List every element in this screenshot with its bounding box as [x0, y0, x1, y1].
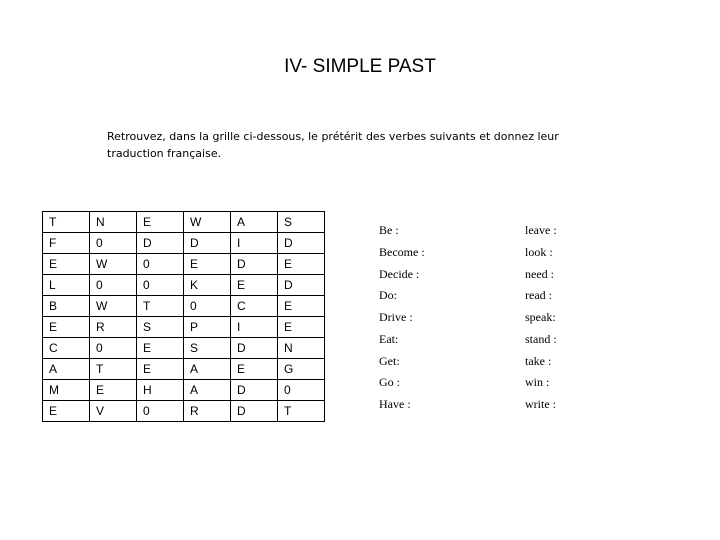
grid-cell: A — [231, 212, 278, 233]
grid-cell: N — [90, 212, 137, 233]
grid-cell: E — [137, 359, 184, 380]
grid-cell: E — [90, 380, 137, 401]
grid-cell: G — [278, 359, 325, 380]
grid-cell: D — [278, 275, 325, 296]
verb-item-left: Drive : — [379, 310, 413, 324]
grid-cell: E — [278, 317, 325, 338]
grid-cell: M — [43, 380, 90, 401]
grid-row — [43, 275, 325, 296]
grid-cell: V — [90, 401, 137, 422]
grid-cell: D — [231, 254, 278, 275]
instructions — [107, 128, 607, 162]
grid-cell: E — [231, 359, 278, 380]
grid-cell: T — [43, 212, 90, 233]
verb-item-left: Decide : — [379, 266, 420, 281]
grid-cell: E — [231, 275, 278, 296]
grid-cell: A — [184, 380, 231, 401]
instructions-line-2: traduction française. — [107, 147, 222, 160]
grid-cell: 0 — [137, 401, 184, 422]
grid-row — [43, 317, 325, 338]
verb-item-right: leave : — [525, 223, 557, 237]
grid-row — [43, 359, 325, 380]
grid-cell: D — [137, 233, 184, 254]
grid-cell: E — [278, 254, 325, 275]
grid-row — [43, 401, 325, 422]
grid-cell: S — [184, 338, 231, 359]
grid-cell: S — [278, 212, 325, 233]
grid-cell: W — [184, 212, 231, 233]
grid-row — [43, 233, 325, 254]
grid-cell: T — [278, 401, 325, 422]
grid-cell: 0 — [137, 254, 184, 275]
grid-row — [43, 296, 325, 317]
verb-item-left: Be : — [379, 223, 399, 237]
grid-cell: B — [43, 296, 90, 317]
verb-item-right: look : — [525, 244, 553, 259]
verb-item-right: write : — [525, 397, 556, 411]
verb-item-right: need : — [525, 266, 554, 281]
grid-cell: F — [43, 233, 90, 254]
grid-cell: D — [231, 401, 278, 422]
grid-row — [43, 338, 325, 359]
grid-cell: 0 — [90, 233, 137, 254]
verb-item-left: Get: — [379, 353, 400, 368]
verb-item-right: win : — [525, 375, 550, 390]
grid-cell: W — [90, 296, 137, 317]
verb-item-right: take : — [525, 353, 552, 368]
grid-cell: L — [43, 275, 90, 296]
grid-cell: A — [184, 359, 231, 380]
grid-cell: 0 — [90, 275, 137, 296]
grid-cell: D — [231, 380, 278, 401]
instructions-line-1: Retrouvez, dans la grille ci-dessous, le prétérit des verbes suivants et donnez leur — [107, 130, 559, 143]
page-title: IV- SIMPLE PAST — [284, 56, 436, 77]
verb-item-right: read : — [525, 288, 552, 303]
grid-cell: C — [231, 296, 278, 317]
grid-cell: D — [278, 233, 325, 254]
verb-item-right: speak: — [525, 310, 556, 324]
grid-cell: A — [43, 359, 90, 380]
grid-cell: H — [137, 380, 184, 401]
grid-cell: E — [43, 317, 90, 338]
grid-cell: N — [278, 338, 325, 359]
grid-cell: S — [137, 317, 184, 338]
verb-item-left: Eat: — [379, 331, 399, 346]
grid-row — [43, 254, 325, 275]
grid-cell: E — [137, 338, 184, 359]
grid-cell: R — [90, 317, 137, 338]
word-search-grid — [42, 211, 325, 422]
grid-cell: E — [43, 254, 90, 275]
grid-row — [43, 212, 325, 233]
grid-cell: I — [231, 233, 278, 254]
grid-cell: E — [43, 401, 90, 422]
verb-list-left — [379, 222, 425, 418]
grid-cell: E — [278, 296, 325, 317]
grid-cell: W — [90, 254, 137, 275]
grid-cell: T — [90, 359, 137, 380]
verb-item-left: Go : — [379, 375, 400, 390]
grid-cell: E — [137, 212, 184, 233]
grid-cell: 0 — [278, 380, 325, 401]
grid-cell: 0 — [137, 275, 184, 296]
grid-cell: 0 — [184, 296, 231, 317]
grid-cell: K — [184, 275, 231, 296]
grid-cell: D — [231, 338, 278, 359]
grid-cell: C — [43, 338, 90, 359]
grid-cell: R — [184, 401, 231, 422]
grid-cell: P — [184, 317, 231, 338]
grid-cell: I — [231, 317, 278, 338]
verb-item-left: Have : — [379, 397, 411, 411]
grid-row — [43, 380, 325, 401]
grid-cell: T — [137, 296, 184, 317]
verb-item-left: Become : — [379, 244, 425, 259]
verb-item-left: Do: — [379, 288, 397, 303]
verb-item-right: stand : — [525, 331, 557, 346]
grid-cell: E — [184, 254, 231, 275]
verb-list-right — [525, 222, 557, 418]
grid-cell: 0 — [90, 338, 137, 359]
grid-cell: D — [184, 233, 231, 254]
